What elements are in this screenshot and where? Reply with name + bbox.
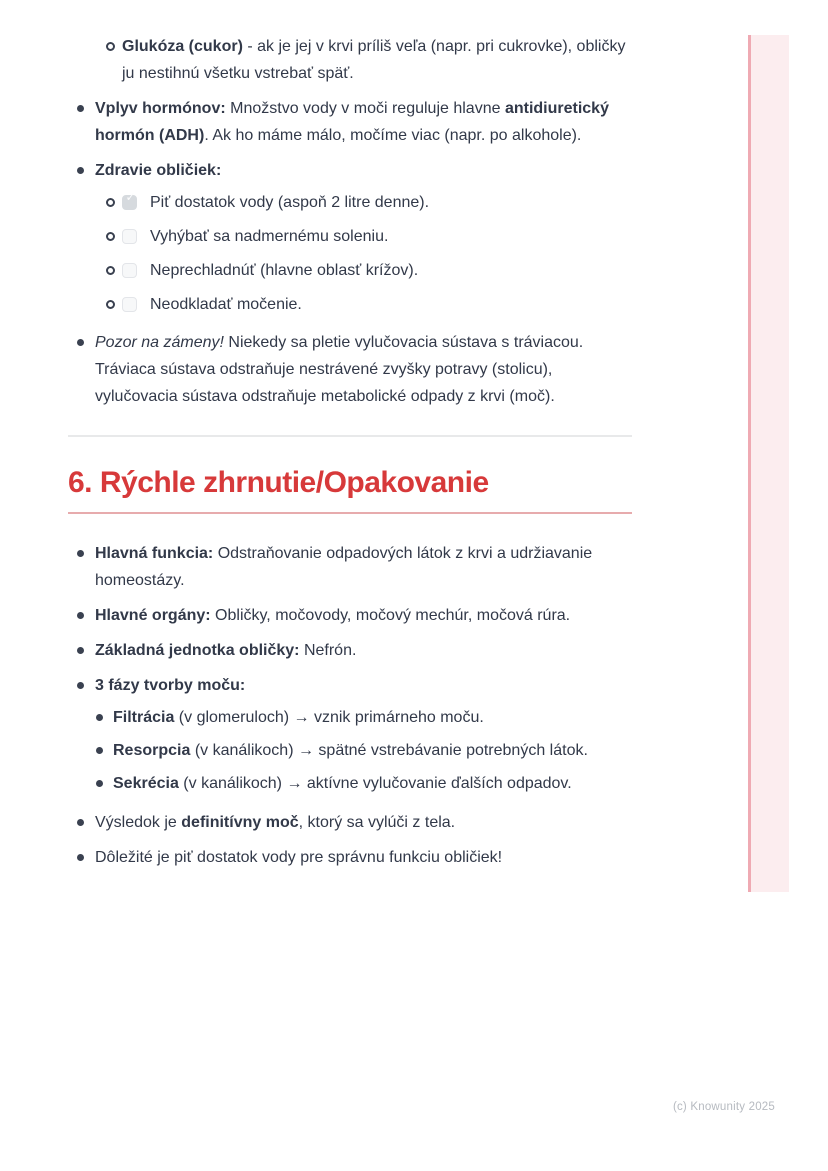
content-area	[68, 33, 632, 879]
checkbox-pit-vodu[interactable]	[122, 195, 137, 210]
checklist-label: Vyhýbať sa nadmernému soleniu.	[150, 228, 389, 245]
item-bold-text: antidiuretický hormón (ADH)	[95, 100, 609, 144]
item-text: (v glomeruloch) → vznik primárneho moču.	[174, 709, 484, 726]
item-bold-text: definitívny moč	[181, 814, 299, 831]
item-italic-text: Pozor na zámeny!	[95, 334, 224, 351]
item-bold-text: Filtrácia	[113, 709, 175, 726]
circle-bullet	[106, 198, 115, 207]
disc-bullet	[77, 682, 84, 689]
section-divider	[68, 435, 632, 437]
item-text: Odstraňovanie odpadových látok z krvi a udržiavanie homeostázy.	[95, 545, 593, 589]
list-item-filtracia	[68, 704, 632, 731]
list-item-sekrecia	[68, 770, 632, 797]
disc-bullet	[77, 105, 84, 112]
list-item-dolezite	[68, 844, 632, 871]
item-text: Obličky, močovody, močový mechúr, močová rúra.	[210, 607, 571, 624]
list-item-3-fazy	[68, 672, 632, 699]
item-text: Množstvo vody v moči reguluje hlavne	[225, 100, 505, 117]
list-item-glukoza	[68, 33, 632, 87]
list-item-vysledok	[68, 809, 632, 836]
disc-bullet	[77, 854, 84, 861]
page-margin-strip	[748, 35, 789, 892]
disc-bullet	[96, 747, 103, 754]
item-bold-text: 3 fázy tvorby moču:	[95, 677, 246, 694]
checkbox-mocenie[interactable]	[122, 297, 137, 312]
item-bold-text: Hlavné orgány:	[95, 607, 211, 624]
item-bold-text: Hlavná funkcia:	[95, 545, 214, 562]
disc-bullet	[96, 780, 103, 787]
list-item-zdravie-obliciek	[68, 157, 632, 184]
checklist-item-solenie	[68, 223, 632, 250]
disc-bullet	[96, 714, 103, 721]
item-text: Dôležité je piť dostatok vody pre správnu funkciu obličiek!	[95, 849, 503, 866]
disc-bullet	[77, 167, 84, 174]
list-item-hlavne-organy	[68, 602, 632, 629]
item-bold-text: Sekrécia	[113, 775, 179, 792]
circle-bullet	[106, 232, 115, 241]
section-heading: 6. Rýchle zhrnutie/Opakovanie	[68, 466, 489, 499]
item-text: - ak je jej v krvi príliš veľa (napr. pri cukrovke), obličky ju nestihnú všetku vstrebať späť.	[122, 38, 626, 82]
disc-bullet	[77, 550, 84, 557]
list-item-pozor-na-zameny	[68, 329, 632, 410]
disc-bullet	[77, 819, 84, 826]
checkbox-neprechladnut[interactable]	[122, 263, 137, 278]
item-text: Nefrón.	[299, 642, 357, 659]
list-item-zakladna-jednotka	[68, 637, 632, 664]
item-bold-text: Resorpcia	[113, 742, 191, 759]
checklist-label: Neodkladať močenie.	[150, 296, 302, 313]
checklist-label: Piť dostatok vody (aspoň 2 litre denne).	[150, 194, 430, 211]
item-bold-text: Zdravie obličiek:	[95, 162, 222, 179]
list-item-hlavna-funkcia	[68, 540, 632, 594]
checkbox-solenie[interactable]	[122, 229, 137, 244]
checklist-label: Neprechladnúť (hlavne oblasť krížov).	[150, 262, 419, 279]
item-text: Niekedy sa pletie vylučovacia sústava s tráviacou. Tráviaca sústava odstraňuje nestrávené zvyšky potravy (stolicu), vylučovacia sústava odstraňuje metabolické odpady z krvi (moč).	[95, 334, 584, 405]
item-text: Výsledok je	[95, 814, 182, 831]
item-text: . Ak ho máme málo, močíme viac (napr. po alkohole).	[204, 127, 582, 144]
list-item-resorpcia	[68, 737, 632, 764]
checklist-item-mocenie	[68, 291, 632, 318]
item-bold-text: Glukóza (cukor)	[122, 38, 243, 55]
footer-copyright: (c) Knowunity 2025	[672, 1101, 775, 1113]
circle-bullet	[106, 266, 115, 275]
disc-bullet	[77, 339, 84, 346]
item-text: (v kanálikoch) → spätné vstrebávanie potrebných látok.	[190, 742, 588, 759]
item-bold-text: Základná jednotka obličky:	[95, 642, 300, 659]
item-text: , ktorý sa vylúči z tela.	[298, 814, 456, 831]
checklist-item-neprechladnut	[68, 257, 632, 284]
disc-bullet	[77, 612, 84, 619]
disc-bullet	[77, 647, 84, 654]
heading-underline	[68, 512, 632, 514]
item-bold-text: Vplyv hormónov:	[95, 100, 226, 117]
circle-bullet	[106, 42, 115, 51]
circle-bullet	[106, 300, 115, 309]
checklist-item-pit-vodu	[68, 189, 632, 216]
list-item-vplyv-hormonov	[68, 95, 632, 149]
item-text: (v kanálikoch) → aktívne vylučovanie ďalších odpadov.	[178, 775, 572, 792]
